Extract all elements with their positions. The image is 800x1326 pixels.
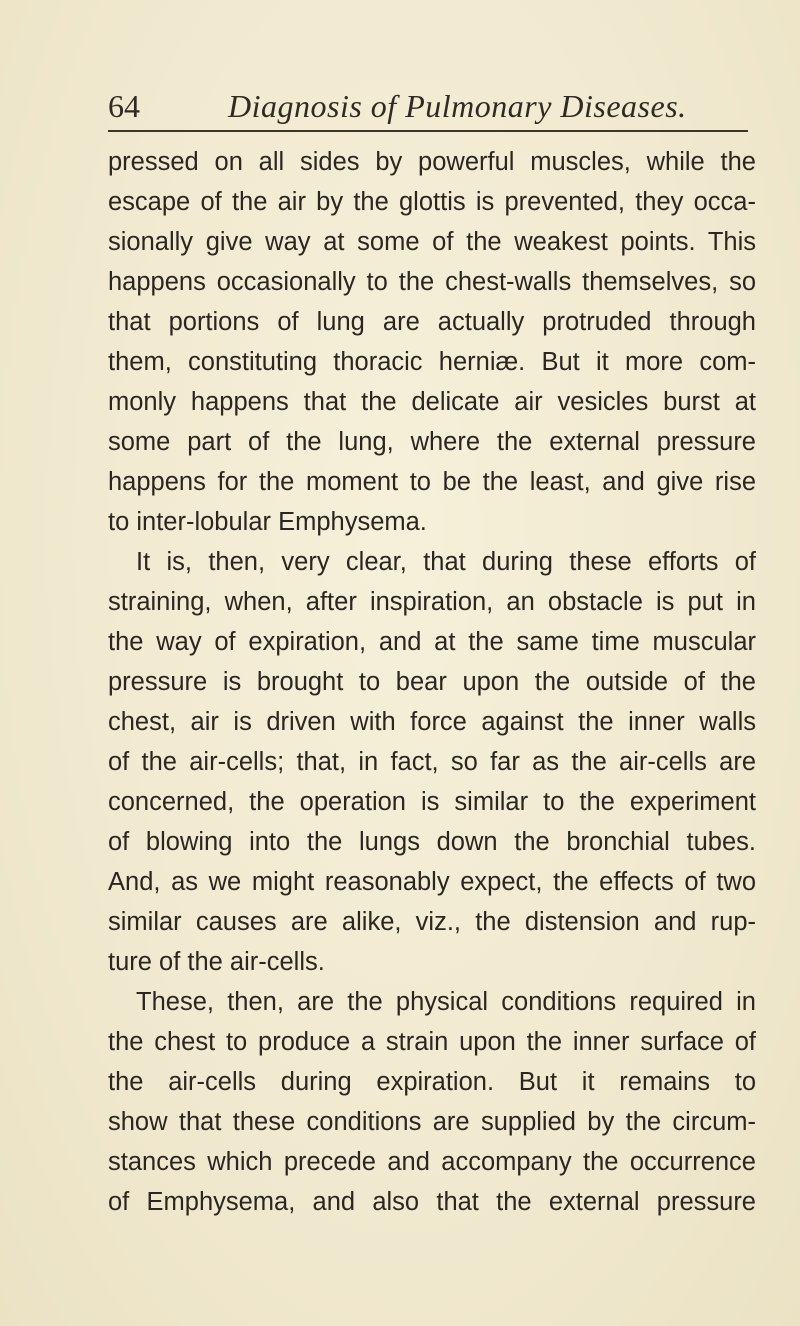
text-line: some part of the lung, where the external pressure [108,428,756,456]
text-line: happens for the moment to be the least, and give rise [108,468,756,496]
text-line: to inter-lobular Emphysema. [108,508,427,536]
text-line: of the air-cells; that, in fact, so far as the air-cells are [108,748,756,776]
text-line: ture of the air-cells. [108,948,325,976]
text-line: pressed on all sides by powerful muscles, while the [108,148,756,176]
text-line: the chest to produce a strain upon the inner surface of [108,1028,756,1056]
text-line: of blowing into the lungs down the bronchial tubes. [108,828,756,856]
text-line: stances which precede and accompany the occurrence [108,1148,756,1176]
text-line: escape of the air by the glottis is prevented, they occa- [108,188,756,216]
text-line: pressure is brought to bear upon the outside of the [108,668,756,696]
running-title: Diagnosis of Pulmonary Diseases. [228,88,687,124]
text-line: that portions of lung are actually protruded through [108,308,756,336]
text-line: similar causes are alike, viz., the distension and rup- [108,908,756,936]
text-line: the air-cells during expiration. But it remains to [108,1068,756,1096]
text-line: show that these conditions are supplied by the circum- [108,1108,756,1136]
text-line: happens occasionally to the chest-walls themselves, so [108,268,756,296]
text-line: concerned, the operation is similar to the experiment [108,788,756,816]
body-text [108,142,756,1222]
text-line: These, then, are the physical conditions required in [136,988,756,1016]
text-line: chest, air is driven with force against the inner walls [108,708,756,736]
text-line: And, as we might reasonably expect, the effects of two [108,868,756,896]
text-line: the way of expiration, and at the same time muscular [108,628,756,656]
text-line: of Emphysema, and also that the external pressure [108,1188,756,1216]
running-head [108,84,748,128]
text-line: straining, when, after inspiration, an obstacle is put in [108,588,756,616]
text-line: sionally give way at some of the weakest points. This [108,228,756,256]
page-number: 64 [108,88,140,124]
text-line: them, constituting thoracic herniæ. But it more com- [108,348,756,376]
text-line: monly happens that the delicate air vesicles burst at [108,388,756,416]
header-rule [108,130,748,132]
text-line: It is, then, very clear, that during these efforts of [136,548,756,576]
